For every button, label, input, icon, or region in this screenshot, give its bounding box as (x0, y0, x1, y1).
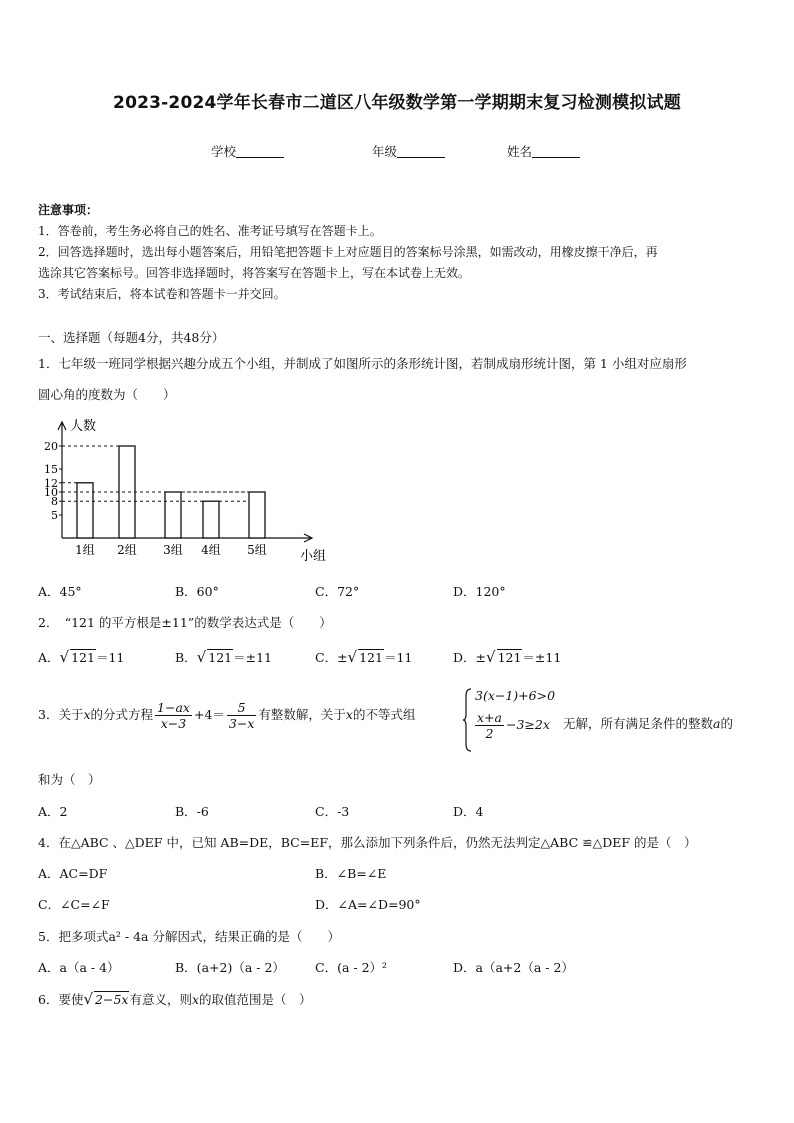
q3-var-x: x (345, 707, 353, 722)
q1-stem-line2: 圆心角的度数为（ ） (38, 387, 176, 402)
grade-field (372, 142, 445, 160)
q6-stem (38, 990, 312, 1008)
q5-option-a: A．a（a - 4） (38, 960, 120, 975)
q4-option-a: A．AC=DF (38, 866, 108, 881)
q3-mid2: 有整数解，关于 (258, 707, 346, 722)
q3-option-a: A．2 (38, 804, 68, 819)
grade-label: 年级 (372, 144, 398, 159)
q6-var-x: x (191, 992, 200, 1007)
q2-c-rhs: ＝11 (383, 650, 413, 665)
q2-stem: 2． “121 的平方根是±11”的数学表达式是（ ） (38, 615, 332, 630)
bar-chart (30, 410, 330, 570)
y-tick-label: 10 (44, 486, 58, 499)
q1-option-b: B．60° (175, 584, 219, 599)
q3-ineq2-fraction (475, 710, 504, 741)
page-title: 2023-2024学年长春市二道区八年级数学第一学期期末复习检测模拟试题 (113, 93, 681, 113)
q2-d-radicand: 121 (497, 650, 522, 665)
q3-f1-num: 1−ax (157, 700, 190, 715)
q3-option-c: C．-3 (315, 804, 350, 819)
q2-c-radicand: 121 (359, 650, 383, 665)
q4-option-c: C．∠C=∠F (38, 897, 110, 912)
section-heading: 一、选择题（每题4分，共48分） (38, 330, 225, 345)
y-tick-label: 15 (44, 463, 58, 476)
sqrt-icon: √ (486, 648, 496, 666)
y-tick-label: 5 (51, 509, 58, 522)
q4-option-b: B．∠B=∠E (315, 866, 387, 881)
q2-option-d (453, 648, 561, 666)
q2-b-prefix: B． (175, 650, 197, 665)
notes-block (38, 200, 658, 305)
y-axis-label: 人数 (70, 419, 97, 434)
q2-a-radicand: 121 (71, 650, 95, 665)
y-tick-label: 8 (51, 495, 58, 509)
school-field (211, 142, 284, 160)
sqrt-icon: √ (83, 990, 94, 1008)
name-blank (532, 145, 580, 158)
q6-tail: 有意义，则 (129, 992, 192, 1007)
q3-stem (38, 700, 415, 731)
name-field (507, 142, 580, 160)
x-tick-label: 2组 (117, 543, 137, 557)
q1-option-c: C．72° (315, 584, 360, 599)
bar (249, 492, 265, 538)
note-item: 2．回答选择题时，选出每小题答案后，用铅笔把答题卡上对应题目的答案标号涂黑，如需改动，用橡皮擦干净后，再 (38, 245, 658, 259)
q2-b-rhs: ＝±11 (233, 650, 272, 665)
sqrt-icon: √ (196, 648, 207, 666)
name-label: 姓名 (507, 144, 533, 159)
q3-mid1: 的分式方程 (90, 707, 154, 722)
q3-mid3: 的不等式组 (352, 707, 416, 722)
x-tick-label: 5组 (247, 543, 267, 557)
chart-layer (44, 418, 326, 564)
q3-ineq2-rest: −3≥2x (505, 717, 550, 732)
bar (119, 446, 135, 538)
q3-option-d: D．4 (453, 804, 484, 819)
school-blank (236, 145, 284, 158)
q3-ineq-2 (473, 710, 550, 741)
q6-prefix: 6．要使 (38, 992, 84, 1007)
q3-ineq2-den: 2 (485, 726, 494, 741)
q3-fraction-2 (227, 700, 256, 731)
q4-stem: 4．在△ABC 、△DEF 中，已知 AB=DE，BC=EF，那么添加下列条件后，仍然无法判定△ABC ≌△DEF 的是（ ） (38, 835, 697, 850)
sqrt-icon: √ (347, 648, 358, 666)
x-tick-label: 3组 (163, 543, 183, 557)
x-axis-label: 小组 (300, 549, 327, 564)
q1-option-d: D．120° (453, 584, 506, 599)
q4-option-d: D．∠A=∠D=90° (315, 897, 421, 912)
q6-tail2: 的取值范围是（ ） (199, 992, 312, 1007)
sqrt-icon: √ (59, 648, 70, 666)
bar (165, 492, 181, 538)
q3-tail-text: 无解，所有满足条件的整数 (563, 716, 714, 731)
q5-option-b: B．(a+2)（a - 2） (175, 960, 285, 975)
q3-line2: 和为（ ） (38, 772, 101, 787)
q1-stem-line1: 1．七年级一班同学根据兴趣分成五个小组，并制成了如图所示的条形统计图，若制成扇形统计图，第 1 小组对应扇形 (38, 356, 687, 371)
q2-option-b (175, 648, 272, 666)
grade-blank (397, 145, 445, 158)
q3-prefix: 3．关于 (38, 707, 84, 722)
q1-option-a: A．45° (38, 584, 82, 599)
notes-heading: 注意事项： (38, 203, 99, 217)
q3-fraction-1 (155, 700, 192, 731)
brace-icon (463, 688, 473, 752)
q3-var-x: x (83, 707, 91, 722)
x-tick-label: 4组 (201, 543, 221, 557)
q5-option-d: D．a（a+2（a - 2） (453, 960, 574, 975)
q2-b-radicand: 121 (208, 650, 233, 665)
note-item: 选涂其它答案标号。回答非选择题时，将答案写在答题卡上，写在本试卷上无效。 (38, 266, 471, 280)
q3-f1-den: x−3 (160, 716, 187, 731)
q3-tail2: 的 (720, 716, 733, 731)
q3-var-a: a (713, 716, 721, 731)
q3-plus: +4＝ (193, 707, 225, 722)
y-tick-label: 12 (44, 476, 58, 490)
x-tick-label: 1组 (75, 543, 95, 557)
bar (203, 501, 219, 538)
q2-c-prefix: C．± (315, 650, 348, 665)
q3-f2-num: 5 (227, 700, 256, 716)
q2-option-c (315, 648, 412, 666)
school-label: 学校 (211, 144, 237, 159)
q3-tail (563, 714, 733, 732)
q2-d-rhs: ＝±11 (522, 650, 562, 665)
q2-a-prefix: A． (38, 650, 60, 665)
note-item: 1．答卷前，考生务必将自己的姓名、准考证号填写在答题卡上。 (38, 224, 382, 238)
q6-radicand: 2−5x (95, 992, 129, 1007)
bar (77, 483, 93, 538)
note-item: 3．考试结束后，将本试卷和答题卡一并交回。 (38, 287, 286, 301)
q2-a-rhs: ＝11 (95, 650, 125, 665)
q3-ineq-1: 3(x−1)+6>0 (475, 688, 556, 703)
q2-option-a (38, 648, 124, 666)
q5-stem: 5．把多项式a² - 4a 分解因式，结果正确的是（ ） (38, 929, 340, 944)
q3-f2-den: 3−x (228, 716, 255, 731)
q2-d-prefix: D．± (453, 650, 486, 665)
y-tick-label: 20 (44, 440, 58, 453)
q3-ineq2-num: x+a (477, 710, 502, 725)
q3-option-b: B．-6 (175, 804, 209, 819)
q5-option-c: C．(a - 2）² (315, 960, 388, 975)
